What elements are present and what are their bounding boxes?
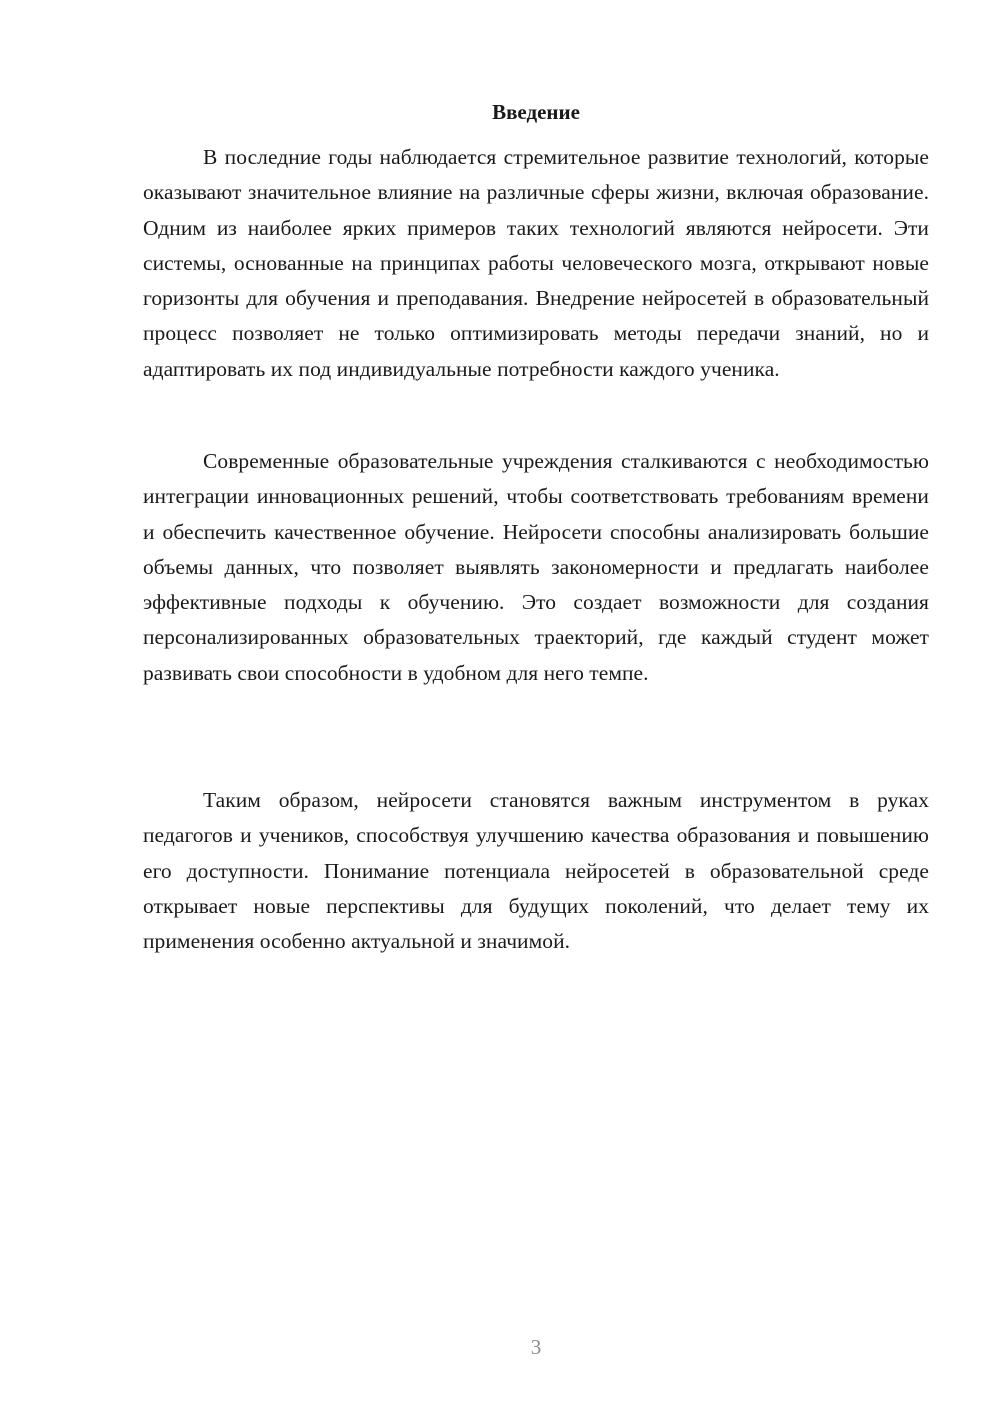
paragraph-3: Таким образом, нейросети становятся важным инструментом в руках педагогов и учеников, способствуя улучшению качества образования и повышению его доступности. Понимание потенциала нейросетей в образовательной среде открывает новые перспективы для будущих поколений, что делает тему их применения особенно актуальной и значимой. (143, 788, 929, 954)
section-heading: Введение (492, 100, 580, 124)
page-number: 3 (530, 1335, 542, 1359)
paragraph-2: Современные образовательные учреждения сталкиваются с необходимостью интеграции инновационных решений, чтобы соответствовать требованиям времени и обеспечить качественное обучение. Нейросети способны анализировать большие объемы данных, что позволяет выявлять закономерности и предлагать наиболее эффективные подходы к обучению. Это создает возможности для создания персонализированных образовательных траекторий, где каждый студент может развивать свои способности в удобном для него темпе. (143, 449, 929, 685)
paragraph-1: В последние годы наблюдается стремительное развитие технологий, которые оказывают значительное влияние на различные сферы жизни, включая образование. Одним из наиболее ярких примеров таких технологий являются нейросети. Эти системы, основанные на принципах работы человеческого мозга, открывают новые горизонты для обучения и преподавания. Внедрение нейросетей в образовательный процесс позволяет не только оптимизировать методы передачи знаний, но и адаптировать их под индивидуальные потребности каждого ученика. (143, 145, 929, 381)
